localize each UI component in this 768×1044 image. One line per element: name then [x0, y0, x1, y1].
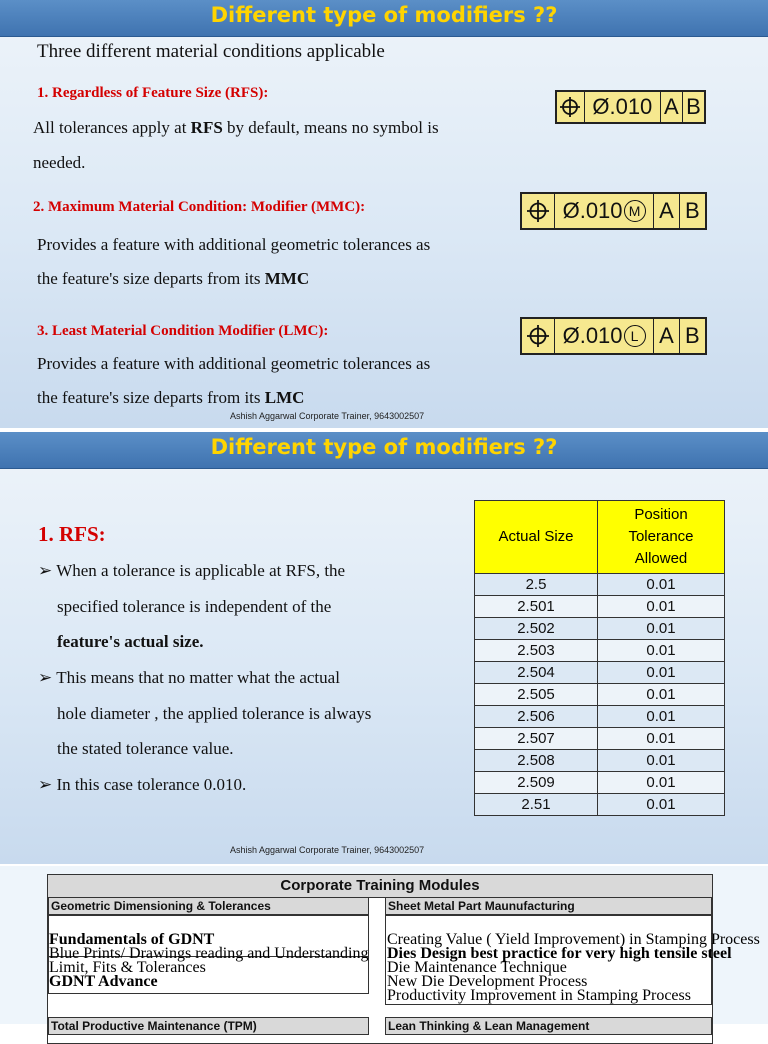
- gdt-module-item: GDNT Advance: [49, 973, 158, 990]
- slide-rfs-detail: [0, 432, 768, 864]
- datum-a: A: [654, 194, 679, 228]
- table-row: [475, 618, 725, 640]
- lmc-modifier-symbol: L: [624, 325, 646, 347]
- rfs-line-1: All tolerances apply at RFS by default, means no symbol is: [33, 118, 439, 137]
- cell-position-tolerance: 0.01: [598, 750, 725, 772]
- rfs-heading: 1. Regardless of Feature Size (RFS):: [37, 85, 269, 101]
- bullet-arrow-icon: ➢: [38, 668, 53, 687]
- lmc-line-2: the feature's size departs from its LMC: [37, 388, 305, 407]
- mmc-heading: 2. Maximum Material Condition: Modifier (MMC):: [33, 199, 366, 215]
- bullet-arrow-icon: ➢: [38, 775, 53, 794]
- slide-title: Different type of modifiers ??: [210, 435, 558, 459]
- sheet-metal-module-item: Dies Design best practice for very high tensile steel: [387, 945, 732, 962]
- bullet-2-line-3: the stated tolerance value.: [57, 739, 234, 758]
- slide-credit: Ashish Aggarwal Corporate Trainer, 9643002507: [230, 411, 425, 421]
- tolerance-with-lmc: Ø.010 L: [555, 319, 654, 353]
- lmc-line-1: Provides a feature with additional geometric tolerances as: [37, 354, 431, 373]
- position-icon: [522, 319, 555, 353]
- table-body: [475, 574, 725, 816]
- table-row: [475, 640, 725, 662]
- cell-position-tolerance: 0.01: [598, 662, 725, 684]
- table-row: [475, 750, 725, 772]
- training-modules-table: [47, 874, 760, 1044]
- slide-title: Different type of modifiers ??: [210, 3, 558, 27]
- header-position-tolerance: Position Tolerance Allowed: [598, 501, 725, 574]
- cell-position-tolerance: 0.01: [598, 618, 725, 640]
- cell-actual-size: 2.5: [475, 574, 598, 596]
- gdt-module-item: Blue Prints/ Drawings reading and Understanding: [49, 945, 369, 962]
- cell-actual-size: 2.503: [475, 640, 598, 662]
- cell-actual-size: 2.504: [475, 662, 598, 684]
- cell-position-tolerance: 0.01: [598, 640, 725, 662]
- table-row: [475, 596, 725, 618]
- slide-credit: Ashish Aggarwal Corporate Trainer, 9643002507: [230, 845, 425, 855]
- datum-b: B: [684, 323, 700, 348]
- tolerance-with-mmc: Ø.010 M: [555, 194, 654, 228]
- bullet-1: ➢ When a tolerance is applicable at RFS, the: [38, 561, 346, 580]
- intro-text: Three different material conditions applicable: [37, 41, 385, 62]
- datum-a: A: [661, 92, 683, 122]
- fcf-lmc: [520, 317, 707, 355]
- bullet-2: ➢ This means that no matter what the actual: [38, 668, 340, 687]
- cell-position-tolerance: 0.01: [598, 684, 725, 706]
- sheet-metal-column-header: Sheet Metal Part Maunufacturing: [385, 897, 712, 915]
- header-actual-size: Actual Size: [475, 501, 598, 574]
- table-row: [475, 772, 725, 794]
- cell-actual-size: 2.506: [475, 706, 598, 728]
- cell-actual-size: 2.51: [475, 794, 598, 816]
- bullet-2-line-2: hole diameter , the applied tolerance is always: [57, 704, 372, 723]
- bullet-arrow-icon: ➢: [38, 561, 53, 580]
- cell-actual-size: 2.502: [475, 618, 598, 640]
- tolerance-value: Ø.010: [585, 92, 661, 122]
- gdt-column-header: Geometric Dimensioning & Tolerances: [48, 897, 369, 915]
- cell-position-tolerance: 0.01: [598, 772, 725, 794]
- gdt-module-item: Limit, Fits & Tolerances: [49, 959, 206, 976]
- slide-title-bar: [0, 432, 768, 469]
- table-row: [475, 684, 725, 706]
- cell-actual-size: 2.505: [475, 684, 598, 706]
- slide-modifiers-overview: [0, 0, 768, 428]
- mmc-line-2: the feature's size departs from its MMC: [37, 269, 310, 288]
- sheet-metal-module-item: Productivity Improvement in Stamping Process: [387, 987, 691, 1004]
- mmc-line-1: Provides a feature with additional geometric tolerances as: [37, 235, 431, 254]
- lean-column-header: Lean Thinking & Lean Management: [385, 1017, 712, 1035]
- sheet-metal-module-item: Die Maintenance Technique: [387, 959, 567, 976]
- datum-b: B: [684, 198, 700, 223]
- tpm-column-header: Total Productive Maintenance (TPM): [48, 1017, 369, 1035]
- datum-b: B: [686, 94, 701, 119]
- cell-actual-size: 2.509: [475, 772, 598, 794]
- bullet-1-line-3: feature's actual size.: [57, 632, 204, 651]
- cell-position-tolerance: 0.01: [598, 728, 725, 750]
- fcf-rfs: [555, 90, 706, 124]
- datum-a: A: [654, 319, 679, 353]
- table-row: [475, 728, 725, 750]
- gdt-module-item: Fundamentals of GDNT: [49, 931, 215, 948]
- tolerance-table: [474, 500, 725, 816]
- rfs-heading: 1. RFS:: [38, 522, 106, 546]
- position-icon: [522, 194, 555, 228]
- cell-actual-size: 2.501: [475, 596, 598, 618]
- bullet-3: ➢ In this case tolerance 0.010.: [38, 775, 247, 794]
- cell-position-tolerance: 0.01: [598, 596, 725, 618]
- mmc-modifier-symbol: M: [624, 200, 646, 222]
- table-row: [475, 794, 725, 816]
- modules-title: Corporate Training Modules: [48, 875, 712, 898]
- training-modules-section: [0, 866, 768, 1033]
- cell-position-tolerance: 0.01: [598, 794, 725, 816]
- fcf-mmc: [520, 192, 707, 230]
- cell-position-tolerance: 0.01: [598, 706, 725, 728]
- cell-actual-size: 2.507: [475, 728, 598, 750]
- rfs-line-2: needed.: [33, 153, 86, 172]
- table-row: [475, 662, 725, 684]
- cell-position-tolerance: 0.01: [598, 574, 725, 596]
- lmc-heading: 3. Least Material Condition Modifier (LMC):: [37, 323, 329, 339]
- position-icon: [557, 92, 585, 122]
- sheet-metal-module-item: New Die Development Process: [387, 973, 588, 990]
- bullet-1-line-2: specified tolerance is independent of the: [57, 597, 332, 616]
- sheet-metal-module-item: Creating Value ( Yield Improvement) in Stamping Process: [387, 931, 760, 948]
- cell-actual-size: 2.508: [475, 750, 598, 772]
- table-row: [475, 706, 725, 728]
- slide-title-bar: [0, 0, 768, 37]
- table-row: [475, 574, 725, 596]
